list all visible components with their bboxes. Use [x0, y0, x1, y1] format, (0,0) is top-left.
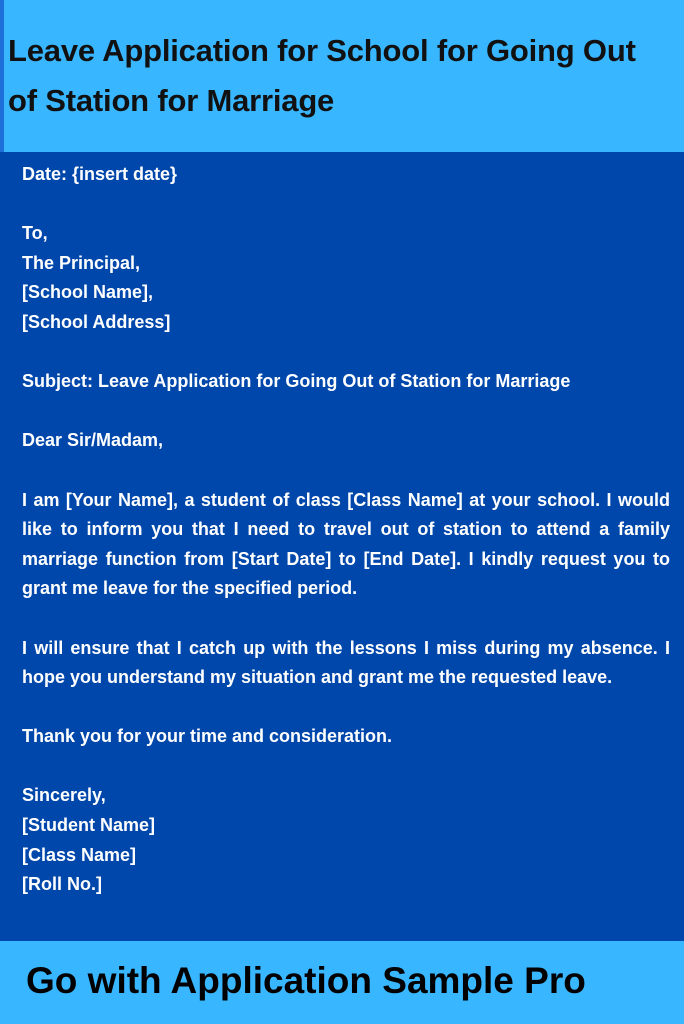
- page-title: Leave Application for School for Going Out of Station for Marriage: [8, 33, 636, 118]
- letter-class-name: [Class Name]: [22, 844, 137, 865]
- letter-text: [22, 160, 670, 900]
- letter-to: To,: [22, 223, 48, 244]
- letter-thanks: Thank you for your time and consideration.: [22, 726, 393, 747]
- letter-school-address: [School Address]: [22, 311, 171, 332]
- letter-salutation: Dear Sir/Madam,: [22, 430, 164, 451]
- title-banner: [0, 0, 684, 152]
- letter-recipient: The Principal,: [22, 252, 141, 273]
- letter-roll-no: [Roll No.]: [22, 874, 102, 895]
- letter-date: Date: {insert date}: [22, 164, 178, 184]
- letter-subject: Subject: Leave Application for Going Out of Station for Marriage: [22, 371, 571, 392]
- footer-brand-text: Go with Application Sample Pro: [26, 960, 586, 1001]
- letter-paragraph-2: I will ensure that I catch up with the lessons I miss during my absence. I hope you understand my situation and grant me the requested leave.: [22, 637, 670, 688]
- letter-body: [0, 152, 684, 941]
- footer-banner: [0, 941, 684, 1024]
- letter-paragraph-1: I am [Your Name], a student of class [Class Name] at your school. I would like to inform you that I need to travel out of station to attend a family marriage function from [Start Date] to [End Date]. I kindly request you to grant me leave for the specified period.: [22, 489, 670, 599]
- letter-student-name: [Student Name]: [22, 815, 156, 836]
- letter-school-name: [School Name],: [22, 282, 154, 303]
- letter-closing: Sincerely,: [22, 785, 106, 806]
